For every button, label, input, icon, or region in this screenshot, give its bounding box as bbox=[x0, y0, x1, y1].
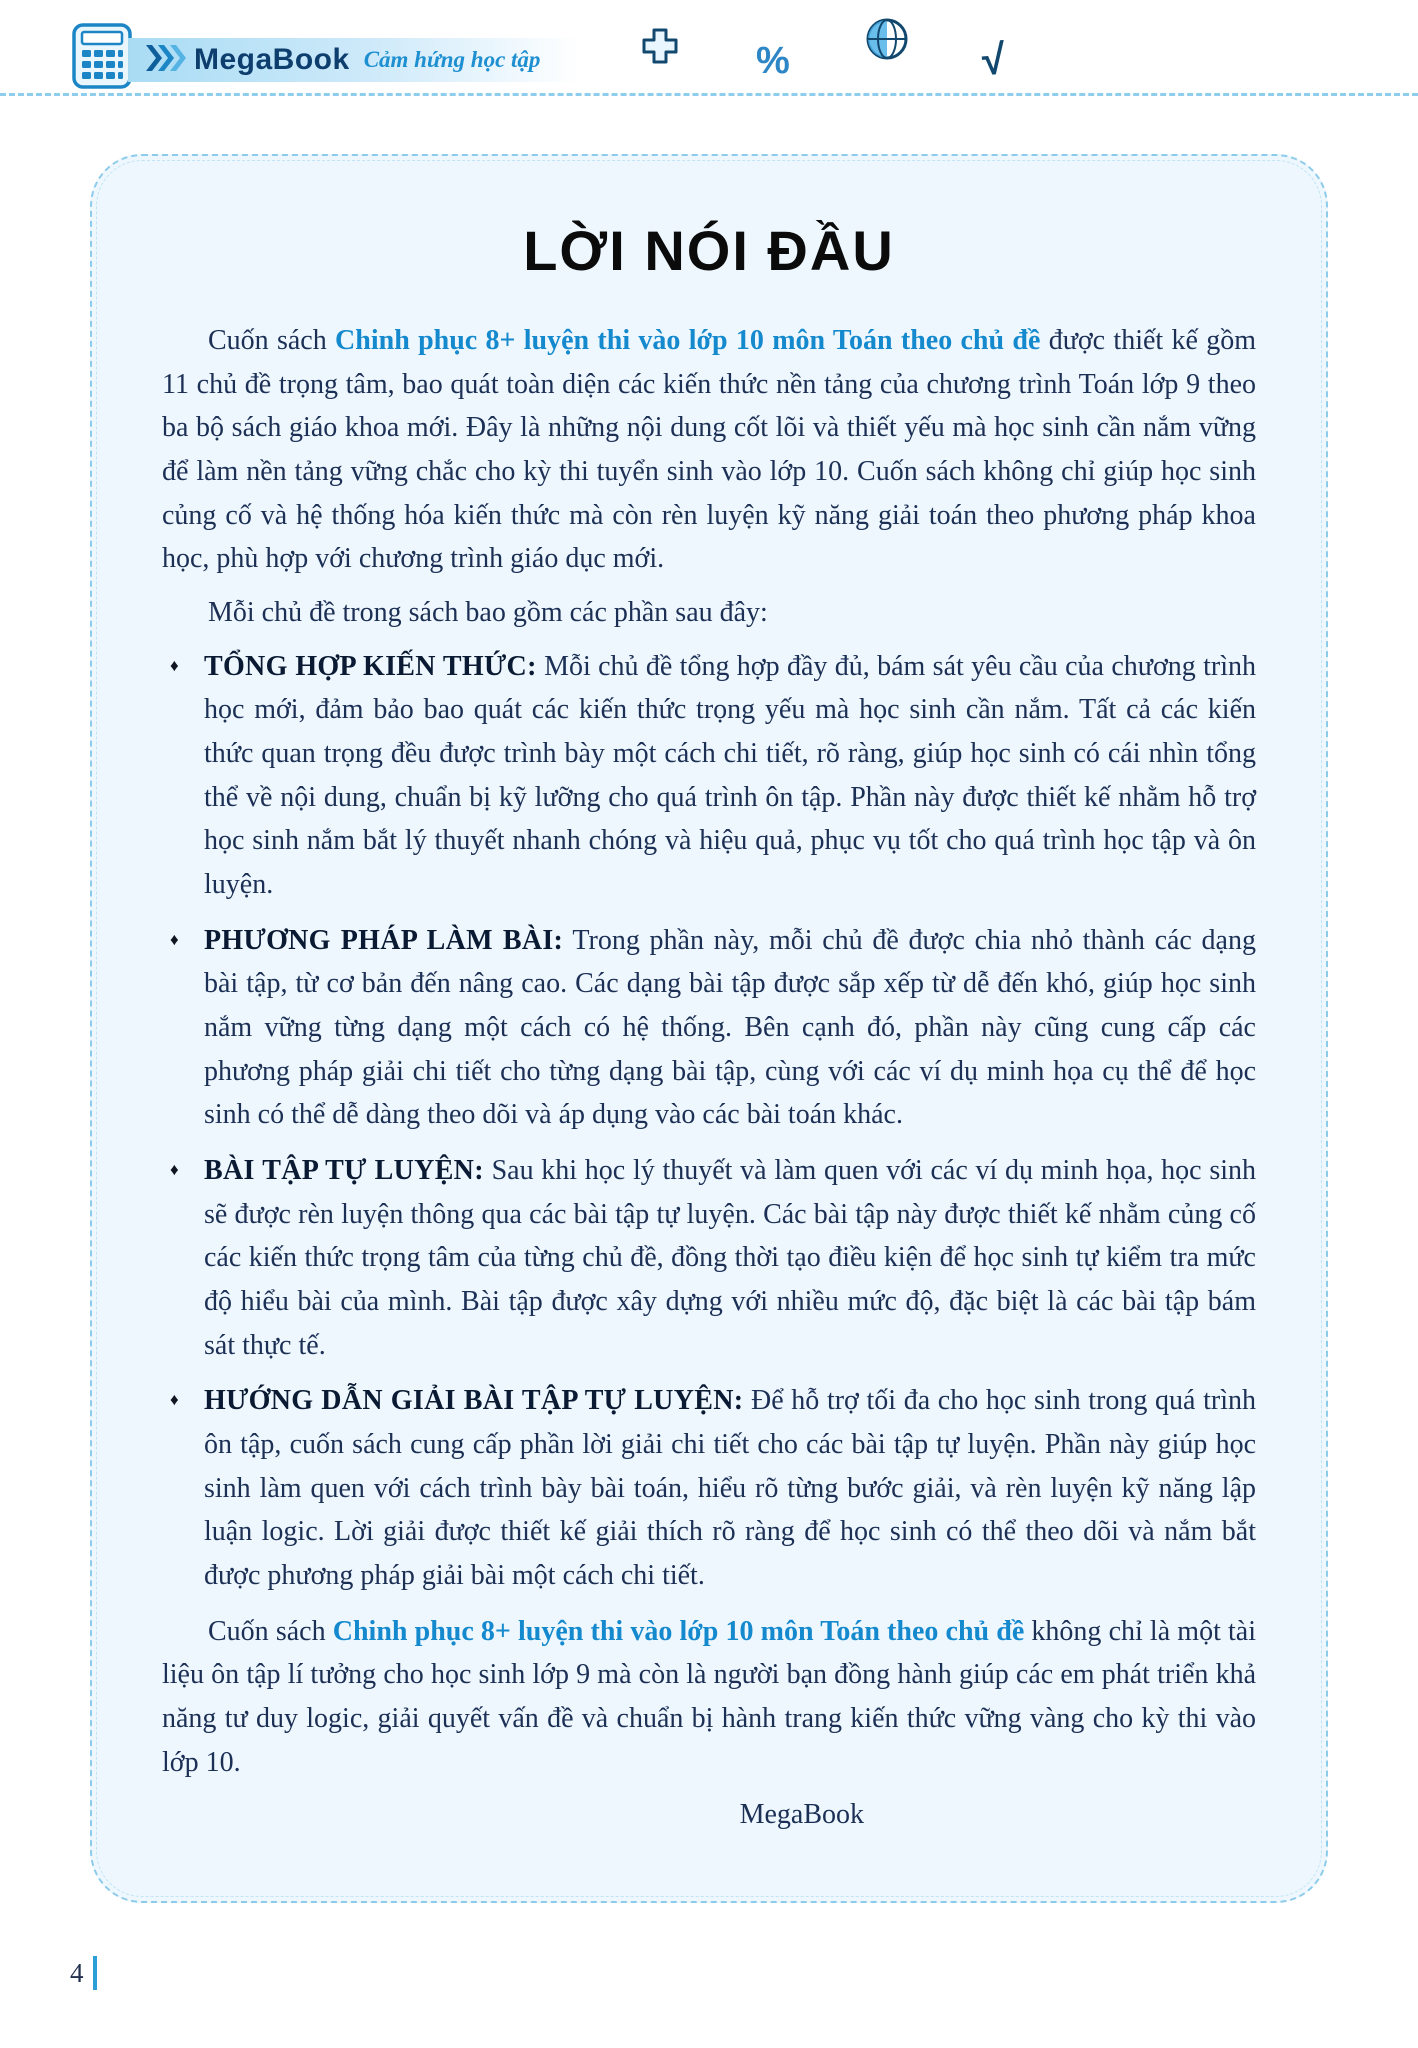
page-title: LỜI NÓI ĐẦU bbox=[523, 219, 895, 282]
globe-icon bbox=[864, 16, 910, 67]
brand-logo-band bbox=[128, 38, 580, 82]
bullet-diamond-icon: ♦ bbox=[170, 1160, 179, 1180]
list-item bbox=[162, 645, 1256, 907]
bullet-diamond-icon: ♦ bbox=[170, 1390, 179, 1410]
logo-chevrons-icon bbox=[144, 43, 186, 78]
paragraph-text: Cuốn sách bbox=[208, 1615, 333, 1647]
percent-icon: % bbox=[756, 40, 790, 82]
book-title-highlight: Chinh phục 8+ luyện thi vào lớp 10 môn Toán theo chủ đề bbox=[335, 325, 1041, 356]
square-root-icon: √ bbox=[980, 35, 1007, 84]
brand-tagline: Cảm hứng học tập bbox=[363, 47, 541, 72]
section-text: Trong phần này, mỗi chủ đề được chia nhỏ thành các dạng bài tập, từ cơ bản đến nâng cao. Các dạng bài tập được sắp xếp từ dễ đến khó, giúp học sinh nắm vững từng dạng một cách có hệ thống. Bên cạnh đó, phần này cũng cung cấp các phương pháp giải chi tiết cho từng dạng bài tập, cùng với các ví dụ minh họa cụ thể để học sinh có thể dễ dàng theo dõi và áp dụng vào các bài toán khác. bbox=[204, 924, 1256, 1131]
book-title-highlight: Chinh phục 8+ luyện thi vào lớp 10 môn Toán theo chủ đề bbox=[332, 1615, 1025, 1647]
paragraph-text: được thiết kế gồm 11 chủ đề trọng tâm, bao quát toàn diện các kiến thức nền tảng của chương trình Toán lớp 9 theo ba bộ sách giáo khoa mới. Đây là những nội dung cốt lõi và thiết yếu mà học sinh cần nắm vững để làm nền tảng vững chắc cho kỳ thi tuyển sinh vào lớp 10. Cuốn sách không chỉ giúp học sinh củng cố và hệ thống hóa kiến thức mà còn rèn luyện kỹ năng giải toán theo phương pháp khoa học, phù hợp với chương trình giáo dục mới. bbox=[162, 325, 1256, 575]
section-text: Để hỗ trợ tối đa cho học sinh trong quá trình ôn tập, cuốn sách cung cấp phần lời giải chi tiết cho các bài tập tự luyện. Phần này giúp học sinh làm quen với cách trình bày bài toán, hiểu rõ từng bước giải, và rèn luyện kỹ năng lập luận logic. Lời giải được thiết kế giải thích rõ ràng để học sinh có thể theo dõi và nắm bắt được phương pháp giải bài một cách chi tiết. bbox=[204, 1385, 1256, 1592]
paragraph-text: Cuốn sách bbox=[208, 325, 336, 356]
intro-paragraph bbox=[162, 319, 1256, 581]
section-text: Sau khi học lý thuyết và làm quen với các ví dụ minh họa, học sinh sẽ được rèn luyện thông qua các bài tập tự luyện. Các bài tập này được thiết kế nhằm củng cố các kiến thức trọng tâm của từng chủ đề, đồng thời tạo điều kiện để học sinh tự kiểm tra mức độ hiểu bài của mình. Bài tập được xây dựng với nhiều mức độ, đặc biệt là các bài tập bám sát thực tế. bbox=[204, 1155, 1257, 1361]
list-item bbox=[162, 919, 1256, 1137]
page-number-bar bbox=[93, 1956, 97, 1990]
section-label: HƯỚNG DẪN GIẢI BÀI TẬP TỰ LUYỆN: bbox=[204, 1385, 744, 1417]
page-number: 4 bbox=[70, 1957, 84, 1988]
section-label: BÀI TẬP TỰ LUYỆN: bbox=[204, 1155, 484, 1187]
bullet-diamond-icon: ♦ bbox=[170, 655, 179, 675]
section-label: TỔNG HỢP KIẾN THỨC: bbox=[204, 650, 537, 682]
page-header bbox=[0, 0, 1418, 96]
brand-name: MegaBook bbox=[194, 43, 350, 76]
closing-paragraph bbox=[162, 1610, 1256, 1785]
section-label: PHƯƠNG PHÁP LÀM BÀI: bbox=[204, 924, 564, 956]
plus-icon bbox=[640, 26, 680, 71]
sections-intro-line: Mỗi chủ đề trong sách bao gồm các phần sau đây: bbox=[208, 597, 768, 629]
header-dashed-divider bbox=[0, 93, 1418, 96]
publisher-signature: MegaBook bbox=[739, 1798, 864, 1830]
bullet-diamond-icon: ♦ bbox=[170, 929, 179, 949]
calculator-icon bbox=[70, 22, 136, 92]
section-text: Mỗi chủ đề tổng hợp đầy đủ, bám sát yêu cầu của chương trình học mới, đảm bảo bao quát các kiến thức trọng yếu mà học sinh cần nắm. Tất cả các kiến thức quan trọng đều được trình bày một cách chi tiết, rõ ràng, giúp học sinh có cái nhìn tổng thể về nội dung, chuẩn bị kỹ lưỡng cho quá trình ôn tập. Phần này được thiết kế nhằm hỗ trợ học sinh nắm bắt lý thuyết nhanh chóng và hiệu quả, phục vụ tốt cho quá trình học tập và ôn luyện. bbox=[204, 650, 1256, 901]
sections-list bbox=[162, 645, 1256, 1598]
page-footer bbox=[70, 1956, 97, 1990]
list-item bbox=[162, 1149, 1256, 1367]
preface-box bbox=[90, 154, 1328, 1903]
list-item bbox=[162, 1379, 1256, 1597]
paragraph-text: không chỉ là một tài liệu ôn tập lí tưởng cho học sinh lớp 9 mà còn là người bạn đồng hành giúp các em phát triển khả năng tư duy logic, giải quyết vấn đề và chuẩn bị hành trang kiến thức vững vàng cho kỳ thi vào lớp 10. bbox=[162, 1615, 1256, 1778]
